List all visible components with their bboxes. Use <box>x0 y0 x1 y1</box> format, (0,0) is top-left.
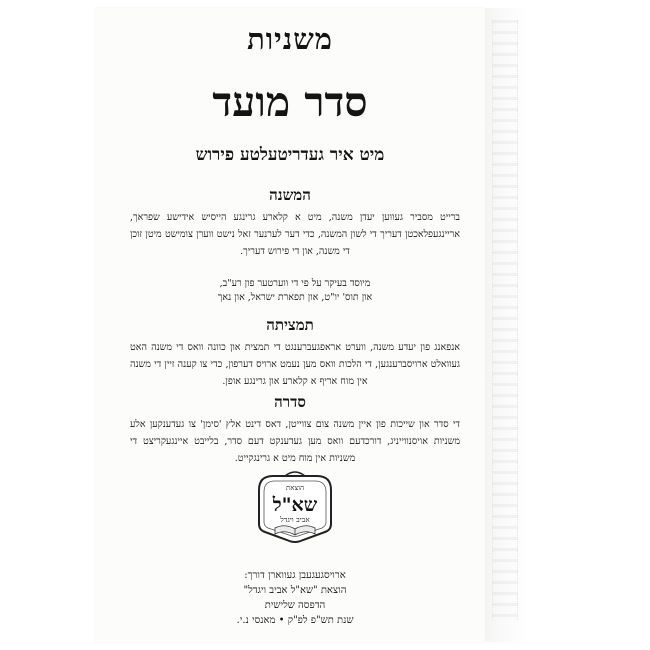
imprint-line-3: הדפסה שלישית <box>264 600 326 611</box>
publisher-logo-emblem <box>245 468 345 548</box>
section-note-line-1: מיוסד בעיקר על פי די ווערטער פון רע"ב, <box>219 278 371 289</box>
book-title-seder-moed: סדר מועד <box>212 78 368 126</box>
imprint-line-4: שנת תש"פ לפ"ק • מאנסי נ.י. <box>236 615 354 626</box>
section-heading-sidra: סדרה <box>274 393 306 411</box>
imprint-line-1: ארויסגעגעבן געווארן דורך: <box>244 570 346 581</box>
imprint-line-2: הוצאת "שא"ל אביב ויגדל" <box>243 585 347 596</box>
spine-ornament-pattern <box>492 20 518 620</box>
logo-main-text: שא"ל <box>272 494 318 516</box>
book-subtitle: מיט איר געדריטעלטע פירוש <box>195 145 385 165</box>
section-text-sidra: די סדר און שייכות פון איין משנה צום צווייטן, דאס דינט אלץ 'סימן' צו געדענקען אלע משניות אויסנווייניג, דורכדעם וואס מען געדענקט דעם סדר, בלייבט איינגעקריצט די משניות אין מוח מיט א גרינגקייט. <box>130 419 460 464</box>
section-heading-tamtzisa: תמציתה <box>266 316 314 334</box>
section-text-tamtzisa: אנפאנג פון יעדע משנה, ווערט אראפגעברענגט די תמצית און כוונה וואס די משנה האט געוואלט ארויסברענגען, די הלכות וואס מען נעמט ארויס דערפון, כדי צו קענה זיין די משנה אין מוח אריף א קלארע און גרינגע אופן. <box>130 342 460 387</box>
logo-top-text: הוצאת <box>286 484 304 492</box>
section-note-line-2: און תוס' יו"ט, און תפארת ישראל, און נאך <box>217 292 373 303</box>
book-title-mishnayos: משניות <box>247 22 333 56</box>
section-text-hamishnah: ברייט מסביר געווען יעדן משנה, מיט א קלארע גרינגע הייסיש אידישע שפראך, אריינגעפלאכטן דעריך די לשון המשנה, כדי דער לערנער זאל נישט ווערן צומישט מיטן זוכן די משנה, און די פירוש דעריך. <box>130 212 460 257</box>
section-heading-hamishnah: המשנה <box>269 186 311 204</box>
publisher-logo <box>245 468 345 548</box>
logo-bottom-text: אביב ויגדל <box>280 515 310 524</box>
